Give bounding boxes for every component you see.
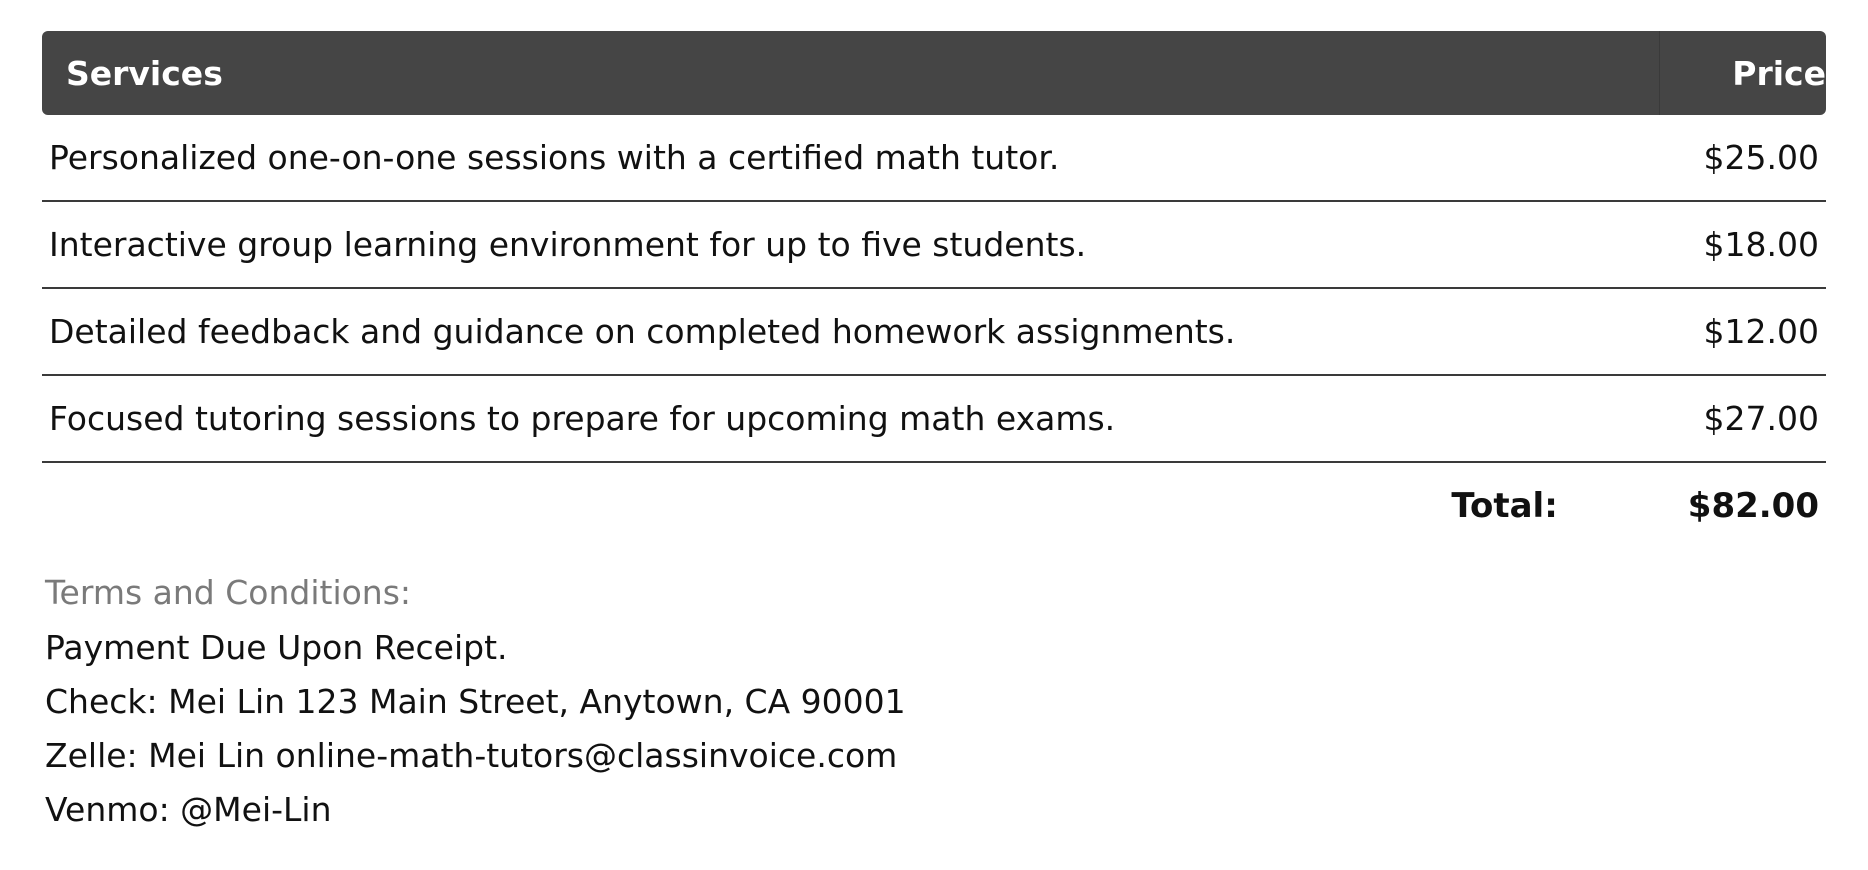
- services-table: [42, 31, 1826, 463]
- service-description: Focused tutoring sessions to prepare for upcoming math exams.: [42, 375, 1660, 462]
- terms-section: [42, 573, 1826, 830]
- services-column-header: Services: [66, 53, 223, 93]
- service-description: Interactive group learning environment for up to five students.: [42, 201, 1660, 288]
- total-label: Total:: [1451, 486, 1558, 526]
- venmo-payment-line: Venmo: @Mei-Lin: [45, 790, 332, 829]
- payment-due-line: Payment Due Upon Receipt.: [45, 628, 508, 667]
- table-row: [42, 115, 1826, 201]
- service-description: Detailed feedback and guidance on completed homework assignments.: [42, 288, 1660, 375]
- service-price: $18.00: [1660, 201, 1827, 288]
- service-price: $27.00: [1660, 375, 1827, 462]
- total-row: [42, 463, 1826, 549]
- check-payment-line: Check: Mei Lin 123 Main Street, Anytown, CA 90001: [45, 682, 906, 721]
- table-row: [42, 288, 1826, 375]
- terms-title: Terms and Conditions:: [45, 573, 412, 612]
- service-description: Personalized one-on-one sessions with a certified math tutor.: [42, 115, 1660, 201]
- table-row: [42, 201, 1826, 288]
- service-price: $25.00: [1660, 115, 1827, 201]
- zelle-payment-line: Zelle: Mei Lin online-math-tutors@classinvoice.com: [45, 736, 898, 775]
- header-row: [42, 31, 1826, 115]
- service-price: $12.00: [1660, 288, 1827, 375]
- total-value: $82.00: [1687, 486, 1819, 526]
- price-column-header: Price: [1660, 31, 1827, 115]
- table-row: [42, 375, 1826, 462]
- services-table-header: [42, 31, 1826, 115]
- services-table-body: [42, 115, 1826, 462]
